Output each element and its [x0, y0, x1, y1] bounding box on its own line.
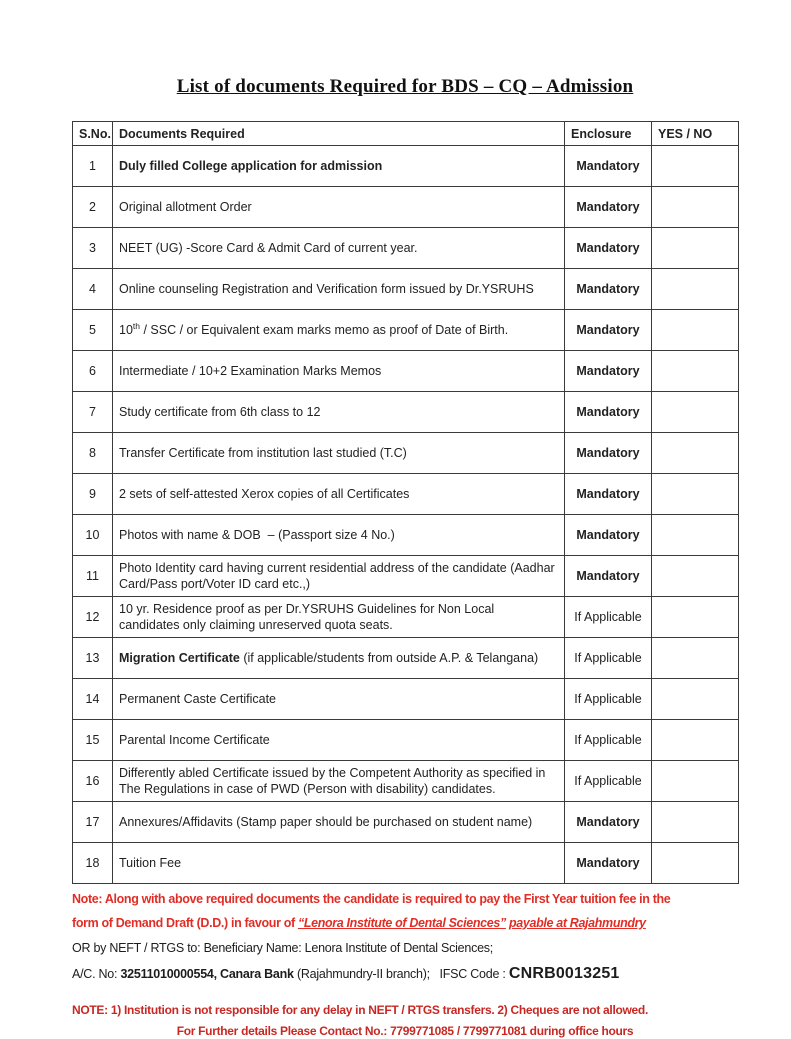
document-name-cell: [113, 187, 565, 228]
document-name-cell: [113, 269, 565, 310]
payment-note-line-1: Note: Along with above required documents the candidate is required to pay the First Year tuition fee in the: [72, 892, 671, 906]
serial-number-cell: 11: [73, 556, 113, 597]
text-segment: Annexures/Affidavits (Stamp paper should be purchased on student name): [119, 815, 533, 829]
serial-number-cell: 14: [73, 679, 113, 720]
document-name-cell: [113, 474, 565, 515]
col-header-sno: S.No.: [73, 122, 113, 146]
table-row: [73, 802, 739, 843]
table-row: [73, 843, 739, 884]
document-name-cell: [113, 146, 565, 187]
serial-number-cell: 9: [73, 474, 113, 515]
serial-number-cell: 1: [73, 146, 113, 187]
table-row: [73, 228, 739, 269]
table-row: [73, 269, 739, 310]
text-segment: (if applicable/students from outside A.P. & Telangana): [239, 651, 539, 665]
table-header-row: [73, 122, 739, 146]
yes-no-cell: [652, 146, 739, 187]
serial-number-cell: 18: [73, 843, 113, 884]
enclosure-cell: Mandatory: [565, 269, 652, 310]
table-row: [73, 515, 739, 556]
table-row: [73, 720, 739, 761]
table-row: [73, 351, 739, 392]
neft-rtgs-line: OR by NEFT / RTGS to: Beneficiary Name: Lenora Institute of Dental Sciences;: [72, 940, 494, 955]
table-row: [73, 392, 739, 433]
serial-number-cell: 10: [73, 515, 113, 556]
text-segment: payable at Rajahmundry: [509, 915, 646, 930]
text-segment: 10: [119, 323, 133, 337]
col-header-enclosure: Enclosure: [565, 122, 652, 146]
yes-no-cell: [652, 556, 739, 597]
yes-no-cell: [652, 433, 739, 474]
document-content: [72, 0, 738, 1039]
serial-number-cell: 2: [73, 187, 113, 228]
enclosure-cell: If Applicable: [565, 597, 652, 638]
serial-number-cell: 12: [73, 597, 113, 638]
document-name-cell: [113, 351, 565, 392]
account-details-line: [72, 964, 738, 985]
enclosure-cell: If Applicable: [565, 761, 652, 802]
text-segment: (Rajahmundry-II branch); IFSC Code :: [296, 967, 509, 981]
enclosure-cell: Mandatory: [565, 843, 652, 884]
yes-no-cell: [652, 597, 739, 638]
text-segment: 10 yr. Residence proof as per Dr.YSRUHS Guidelines for Non Local candidates only claiming unreserved quota seats.: [119, 602, 498, 632]
text-segment: 32511010000554, Canara Bank: [120, 967, 297, 981]
final-note-line-2: For Further details Please Contact No.: 7799771085 / 7799771081 during office hours: [176, 1023, 634, 1038]
serial-number-cell: 4: [73, 269, 113, 310]
yes-no-cell: [652, 228, 739, 269]
text-segment: “Lenora Institute of Dental Sciences”: [297, 915, 506, 930]
table-row: [73, 679, 739, 720]
table-row: [73, 556, 739, 597]
enclosure-cell: Mandatory: [565, 187, 652, 228]
table-row: [73, 761, 739, 802]
table-row: [73, 638, 739, 679]
enclosure-cell: Mandatory: [565, 474, 652, 515]
document-name-cell: [113, 597, 565, 638]
enclosure-cell: If Applicable: [565, 679, 652, 720]
yes-no-cell: [652, 392, 739, 433]
final-note-line-1: NOTE: 1) Institution is not responsible for any delay in NEFT / RTGS transfers. 2) Cheques are not allowed.: [72, 1002, 648, 1017]
enclosure-cell: Mandatory: [565, 392, 652, 433]
table-row: [73, 310, 739, 351]
document-name-cell: [113, 228, 565, 269]
serial-number-cell: 8: [73, 433, 113, 474]
yes-no-cell: [652, 515, 739, 556]
yes-no-cell: [652, 679, 739, 720]
table-row: [73, 474, 739, 515]
serial-number-cell: 16: [73, 761, 113, 802]
text-segment: Intermediate / 10+2 Examination Marks Memos: [119, 364, 382, 378]
text-segment: Tuition Fee: [119, 856, 182, 870]
enclosure-cell: Mandatory: [565, 228, 652, 269]
text-segment: Differently abled Certificate issued by the Competent Authority as specified in The Regulations in case of PWD (Person with disability) candidates.: [119, 766, 549, 796]
documents-table: [72, 121, 739, 884]
payment-notes: [72, 891, 738, 985]
text-segment: Duly filled College application for admission: [119, 159, 383, 173]
table-row: [73, 146, 739, 187]
col-header-documents: Documents Required: [113, 122, 565, 146]
yes-no-cell: [652, 761, 739, 802]
enclosure-cell: Mandatory: [565, 433, 652, 474]
text-segment: Online counseling Registration and Verification form issued by Dr.YSRUHS: [119, 282, 534, 296]
enclosure-cell: If Applicable: [565, 720, 652, 761]
document-name-cell: [113, 802, 565, 843]
yes-no-cell: [652, 843, 739, 884]
text-segment: Study certificate from 6th class to 12: [119, 405, 321, 419]
serial-number-cell: 17: [73, 802, 113, 843]
enclosure-cell: Mandatory: [565, 351, 652, 392]
document-name-cell: [113, 556, 565, 597]
text-segment: A/C. No:: [72, 967, 121, 981]
yes-no-cell: [652, 720, 739, 761]
text-segment: 2 sets of self-attested Xerox copies of all Certificates: [119, 487, 410, 501]
enclosure-cell: Mandatory: [565, 310, 652, 351]
table-row: [73, 433, 739, 474]
document-name-cell: [113, 310, 565, 351]
serial-number-cell: 5: [73, 310, 113, 351]
text-segment: Parental Income Certificate: [119, 733, 270, 747]
document-name-cell: [113, 392, 565, 433]
yes-no-cell: [652, 351, 739, 392]
serial-number-cell: 7: [73, 392, 113, 433]
text-segment: CNRB0013251: [508, 965, 620, 982]
yes-no-cell: [652, 802, 739, 843]
footer-notes: [72, 1002, 738, 1039]
text-segment: NEET (UG) -Score Card & Admit Card of current year.: [119, 241, 418, 255]
text-segment: Migration Certificate: [119, 651, 240, 665]
yes-no-cell: [652, 187, 739, 228]
yes-no-cell: [652, 310, 739, 351]
document-name-cell: [113, 638, 565, 679]
page-title: List of documents Required for BDS – CQ – Admission: [176, 76, 634, 97]
documents-table-body: [73, 146, 739, 884]
text-segment: Permanent Caste Certificate: [119, 692, 277, 706]
text-segment: Photos with name & DOB – (Passport size 4 No.): [119, 528, 395, 542]
document-name-cell: [113, 433, 565, 474]
text-segment: Original allotment Order: [119, 200, 252, 214]
col-header-yesno: YES / NO: [652, 122, 739, 146]
text-segment: Transfer Certificate from institution last studied (T.C): [119, 446, 407, 460]
yes-no-cell: [652, 638, 739, 679]
serial-number-cell: 6: [73, 351, 113, 392]
document-name-cell: [113, 843, 565, 884]
table-row: [73, 187, 739, 228]
document-name-cell: [113, 761, 565, 802]
enclosure-cell: Mandatory: [565, 146, 652, 187]
enclosure-cell: Mandatory: [565, 802, 652, 843]
table-row: [73, 597, 739, 638]
enclosure-cell: Mandatory: [565, 556, 652, 597]
serial-number-cell: 13: [73, 638, 113, 679]
document-name-cell: [113, 679, 565, 720]
text-segment: form of Demand Draft (D.D.) in favour of: [72, 915, 298, 930]
serial-number-cell: 3: [73, 228, 113, 269]
text-segment: Photo Identity card having current residential address of the candidate (Aadhar Card/Pass port/Voter ID card etc.,): [119, 561, 559, 591]
serial-number-cell: 15: [73, 720, 113, 761]
document-name-cell: [113, 720, 565, 761]
text-segment: th: [132, 320, 140, 331]
enclosure-cell: If Applicable: [565, 638, 652, 679]
yes-no-cell: [652, 474, 739, 515]
payment-note-line-2: [72, 915, 738, 932]
yes-no-cell: [652, 269, 739, 310]
document-name-cell: [113, 515, 565, 556]
enclosure-cell: Mandatory: [565, 515, 652, 556]
text-segment: / SSC / or Equivalent exam marks memo as proof of Date of Birth.: [140, 323, 509, 337]
